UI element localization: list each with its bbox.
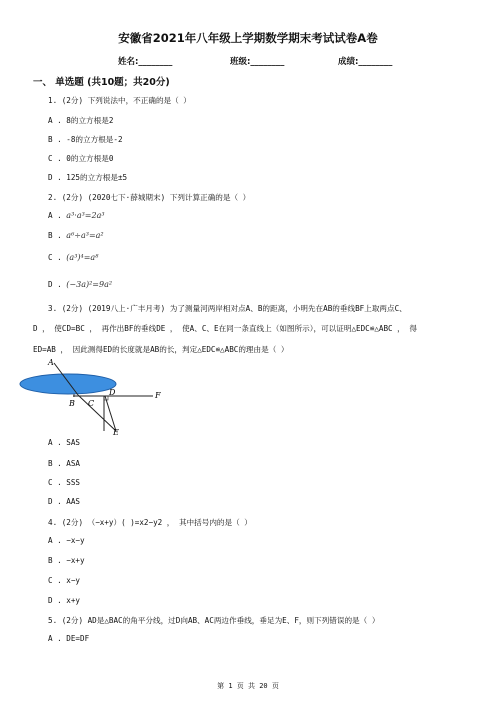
q2-b-label: B .: [48, 231, 62, 240]
q1-option-a: A . 8的立方根是2: [48, 116, 114, 125]
q3-option-b: B . ASA: [48, 459, 81, 468]
q2-b-math: a⁶÷a³=a²: [66, 231, 104, 240]
label-f: F: [155, 391, 161, 400]
q3-option-a: A . SAS: [48, 438, 81, 447]
q4-stem: 4. (2分) （−x+y）( )=x2−y2 ， 其中括号内的是（ ）: [48, 518, 252, 527]
name-field: 姓名:________: [118, 57, 173, 67]
class-field: 班级:________: [230, 57, 285, 67]
q2-a-math: a³·a³=2a³: [66, 211, 105, 220]
q1-stem: 1. (2分) 下列说法中，不正确的是（ ）: [48, 96, 191, 105]
q2-c-math: (a³)⁴=a⁸: [66, 253, 99, 262]
q3-option-d: D . AAS: [48, 497, 81, 506]
q3-option-c: C . SSS: [48, 478, 81, 487]
q4-option-d: D . x+y: [48, 596, 81, 605]
score-field: 成绩:________: [338, 57, 393, 67]
q4-option-c: C . x−y: [48, 576, 81, 585]
river-measurement-figure: [18, 357, 168, 435]
label-a: A: [48, 358, 54, 367]
river-ellipse: [20, 374, 116, 394]
label-b: B: [69, 399, 75, 408]
q2-a-label: A .: [48, 211, 62, 220]
q2-stem: 2. (2分) (2020七下·薛城期末) 下列计算正确的是（ ）: [48, 193, 251, 202]
label-d: D: [109, 388, 116, 397]
q5-stem: 5. (2分) AD是△BAC的角平分线，过D向AB、AC两边作垂线，垂足为E、F，则下列错误的是（ ）: [48, 616, 380, 625]
q1-option-b: B . -8的立方根是-2: [48, 135, 123, 144]
q3-stem-line2: D ， 使CD=BC ， 再作出BF的垂线DE ， 使A、C、E在同一条直线上（如图所示），可以证明△EDC≌△ABC ， 得: [33, 324, 417, 333]
label-e: E: [113, 428, 119, 435]
q2-option-a: [48, 211, 105, 220]
page-footer: 第 1 页 共 20 页: [217, 682, 279, 690]
q1-option-d: D . 125的立方根是±5: [48, 173, 128, 182]
section-heading: 一、 单选题 (共10题；共20分): [33, 77, 170, 88]
q3-stem-line1: 3. (2分) (2019八上·广丰月考) 为了测量河两岸相对点A、B的距离，小明先在AB的垂线BF上取两点C、: [48, 304, 407, 313]
q2-option-c: [48, 253, 98, 262]
q2-option-d: [48, 280, 112, 289]
q2-d-math: (−3a)²=9a²: [66, 280, 113, 289]
document-title: 安徽省2021年八年级上学期数学期末考试试卷A卷: [118, 31, 378, 45]
q2-option-b: [48, 231, 104, 240]
q4-option-a: A . −x−y: [48, 536, 85, 545]
q2-c-label: C .: [48, 253, 62, 262]
q5-option-a: A . DE=DF: [48, 634, 90, 643]
q1-option-c: C . 0的立方根是0: [48, 154, 114, 163]
q4-option-b: B . −x+y: [48, 556, 85, 565]
q2-d-label: D .: [48, 280, 62, 289]
label-c: C: [88, 399, 95, 408]
q3-stem-line3: ED=AB ， 因此测得ED的长度就是AB的长，判定△EDC≌△ABC的理由是（ ）: [33, 345, 289, 354]
